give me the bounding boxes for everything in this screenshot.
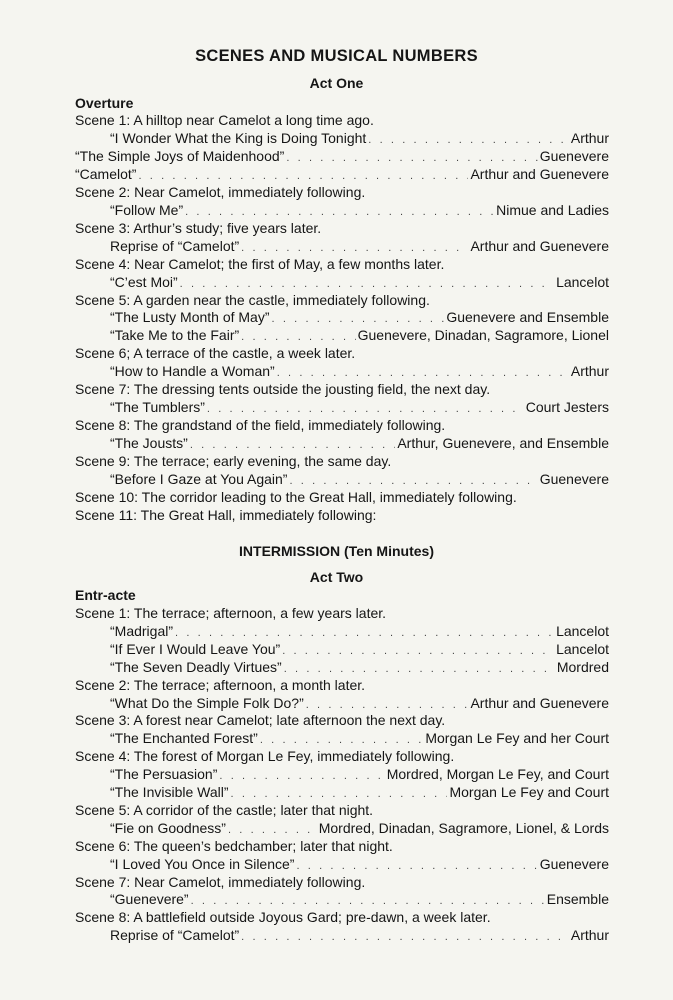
dot-leader [228, 821, 317, 837]
dot-leader [180, 275, 554, 291]
scene-text: Scene 10: The corridor leading to the Great Hall, immediately following. [75, 488, 517, 505]
scene-entry [75, 604, 609, 622]
scene-text: Scene 3: A forest near Camelot; late afternoon the next day. [75, 712, 446, 729]
song-performers: Arthur [570, 927, 609, 944]
scene-entry [75, 801, 609, 819]
scene-text: Scene 8: The grandstand of the field, immediately following. [75, 417, 446, 434]
scene-entry [75, 183, 609, 201]
song-performers: Ensemble [546, 891, 609, 908]
dot-leader [138, 167, 468, 183]
song-performers: Lancelot [556, 273, 609, 290]
scene-text: Scene 1: A hilltop near Camelot a long time ago. [75, 112, 374, 128]
scene-text: Scene 6: The queen’s bedchamber; later that night. [75, 837, 393, 854]
dot-leader [260, 731, 423, 747]
song-title: “The Jousts” [110, 435, 188, 452]
song-performers: Guenevere [539, 471, 609, 487]
scene-entry [75, 837, 609, 855]
page-title: SCENES AND MUSICAL NUMBERS [195, 47, 478, 65]
song-title: “Follow Me” [110, 201, 184, 218]
overture-heading [75, 94, 609, 112]
scene-text: Scene 6; A terrace of the castle, a week later. [75, 345, 356, 362]
song-entry [110, 658, 609, 676]
song-performers: Morgan Le Fey and Court [449, 784, 609, 800]
scene-entry [75, 344, 609, 362]
entracte-label: Entr-acte [75, 587, 136, 603]
song-performers: Mordred, Dinadan, Sagramore, Lionel, & Lords [318, 819, 609, 836]
song-performers: Guenevere and Ensemble [446, 309, 609, 326]
song-title: “I Wonder What the King is Doing Tonight [110, 129, 367, 146]
dot-leader [191, 892, 545, 908]
song-entry [110, 729, 609, 747]
song-performers: Morgan Le Fey and her Court [425, 730, 609, 747]
scene-entry [75, 873, 609, 891]
song-entry [110, 129, 609, 147]
song-title: “C’est Moi” [110, 273, 178, 290]
dot-leader [282, 642, 554, 658]
song-entry [110, 398, 609, 416]
scene-text: Scene 7: Near Camelot, immediately following. [75, 873, 366, 890]
scene-entry [75, 291, 609, 309]
entracte-heading [75, 586, 609, 604]
dot-leader [175, 624, 554, 640]
song-performers: Guenevere [539, 855, 609, 872]
song-entry [110, 622, 609, 640]
song-performers: Guenevere [539, 147, 609, 164]
song-performers: Arthur and Guenevere [470, 237, 609, 254]
scene-text: Scene 2: The terrace; afternoon, a month later. [75, 676, 366, 693]
song-performers: Arthur [570, 129, 609, 146]
song-performers: Arthur, Guenevere, and Ensemble [397, 435, 609, 452]
song-title: “Madrigal” [110, 622, 174, 639]
intermission-heading: INTERMISSION (Ten Minutes) [239, 543, 434, 559]
scene-entry [75, 452, 609, 470]
song-entry [110, 470, 609, 488]
song-performers: Arthur and Guenevere [470, 165, 609, 182]
song-performers: Arthur [570, 363, 609, 380]
scene-entry [75, 380, 609, 398]
song-entry [110, 273, 609, 291]
song-entry [110, 362, 609, 380]
dot-leader [368, 131, 569, 147]
scene-text: Scene 4: Near Camelot; the first of May, a few months later. [75, 255, 445, 272]
song-entry [110, 434, 609, 452]
song-title: “If Ever I Would Leave You” [110, 640, 281, 657]
song-title: “The Tumblers” [110, 399, 205, 416]
song-entry [110, 201, 609, 219]
scene-text: Scene 7: The dressing tents outside the jousting field, the next day. [75, 381, 491, 398]
song-performers: Lancelot [556, 622, 609, 639]
scene-text: Scene 4: The forest of Morgan Le Fey, immediately following. [75, 748, 455, 765]
song-title: “How to Handle a Woman” [110, 363, 275, 380]
song-entry [75, 147, 609, 165]
song-title: “I Loved You Once in Silence” [110, 855, 295, 872]
song-performers: Nimue and Ladies [496, 201, 609, 218]
dot-leader [185, 203, 494, 219]
song-performers: Mordred [556, 658, 609, 675]
scene-text: Scene 11: The Great Hall, immediately following: [75, 506, 377, 523]
scene-entry [75, 747, 609, 765]
scene-text: Scene 5: A garden near the castle, immediately following. [75, 291, 430, 308]
dot-leader [284, 660, 555, 676]
song-entry [110, 765, 609, 783]
song-title: “Fie on Goodness” [110, 819, 226, 836]
act-two-heading: Act Two [309, 569, 364, 585]
scene-text: Scene 1: The terrace; afternoon, a few years later. [75, 605, 387, 621]
song-entry [110, 890, 609, 908]
song-entry [110, 926, 609, 944]
dot-leader [219, 767, 384, 783]
act-one-heading: Act One [309, 75, 364, 91]
dot-leader [272, 310, 445, 326]
dot-leader [296, 857, 537, 873]
dot-leader [277, 364, 569, 380]
song-entry [110, 640, 609, 658]
dot-leader [306, 696, 469, 712]
song-title: “The Persuasion” [110, 766, 218, 783]
song-title: “The Lusty Month of May” [110, 309, 270, 326]
song-title: “What Do the Simple Folk Do?” [110, 694, 304, 711]
song-entry [110, 237, 609, 255]
song-title: Reprise of “Camelot” [110, 237, 240, 254]
scene-entry [75, 908, 609, 926]
scene-entry [75, 255, 609, 273]
song-entry [110, 308, 609, 326]
scene-entry [75, 676, 609, 694]
dot-leader [241, 328, 355, 344]
scene-entry [75, 488, 609, 506]
song-entry [110, 819, 609, 837]
song-title: “The Simple Joys of Maidenhood” [75, 147, 285, 164]
song-performers: Lancelot [556, 640, 609, 657]
scene-entry [75, 111, 609, 129]
song-performers: Court Jesters [525, 399, 609, 416]
scene-text: Scene 3: Arthur’s study; five years later. [75, 219, 322, 236]
dot-leader [286, 149, 537, 165]
dot-leader [207, 400, 524, 416]
scene-text: Scene 2: Near Camelot, immediately following. [75, 183, 366, 200]
song-title: “The Enchanted Forest” [110, 730, 258, 747]
song-entry [110, 694, 609, 712]
scene-entry [75, 219, 609, 237]
scene-entry [75, 711, 609, 729]
song-performers: Mordred, Morgan Le Fey, and Court [386, 766, 609, 783]
song-title: Reprise of “Camelot” [110, 927, 240, 944]
scene-text: Scene 9: The terrace; early evening, the same day. [75, 453, 392, 470]
song-performers: Guenevere, Dinadan, Sagramore, Lionel [357, 327, 609, 344]
dot-leader [190, 436, 396, 452]
dot-leader [289, 472, 537, 488]
scene-text: Scene 5: A corridor of the castle; later that night. [75, 801, 374, 818]
song-entry [110, 855, 609, 873]
song-title: “Take Me to the Fair” [110, 327, 240, 344]
overture-label: Overture [75, 95, 134, 111]
dot-leader [241, 239, 468, 255]
song-entry [110, 326, 609, 344]
song-entry [75, 165, 609, 183]
song-title: “The Seven Deadly Virtues” [110, 658, 282, 675]
scene-text: Scene 8: A battlefield outside Joyous Gard; pre-dawn, a week later. [75, 909, 491, 926]
song-title: “Guenevere” [110, 891, 189, 908]
scene-entry [75, 506, 609, 524]
song-title: “Before I Gaze at You Again” [110, 471, 288, 487]
scene-entry [75, 416, 609, 434]
song-entry [110, 783, 609, 801]
dot-leader [231, 785, 448, 801]
song-performers: Arthur and Guenevere [470, 694, 609, 711]
song-title: “The Invisible Wall” [110, 784, 229, 800]
song-title: “Camelot” [75, 165, 137, 182]
dot-leader [241, 928, 569, 944]
